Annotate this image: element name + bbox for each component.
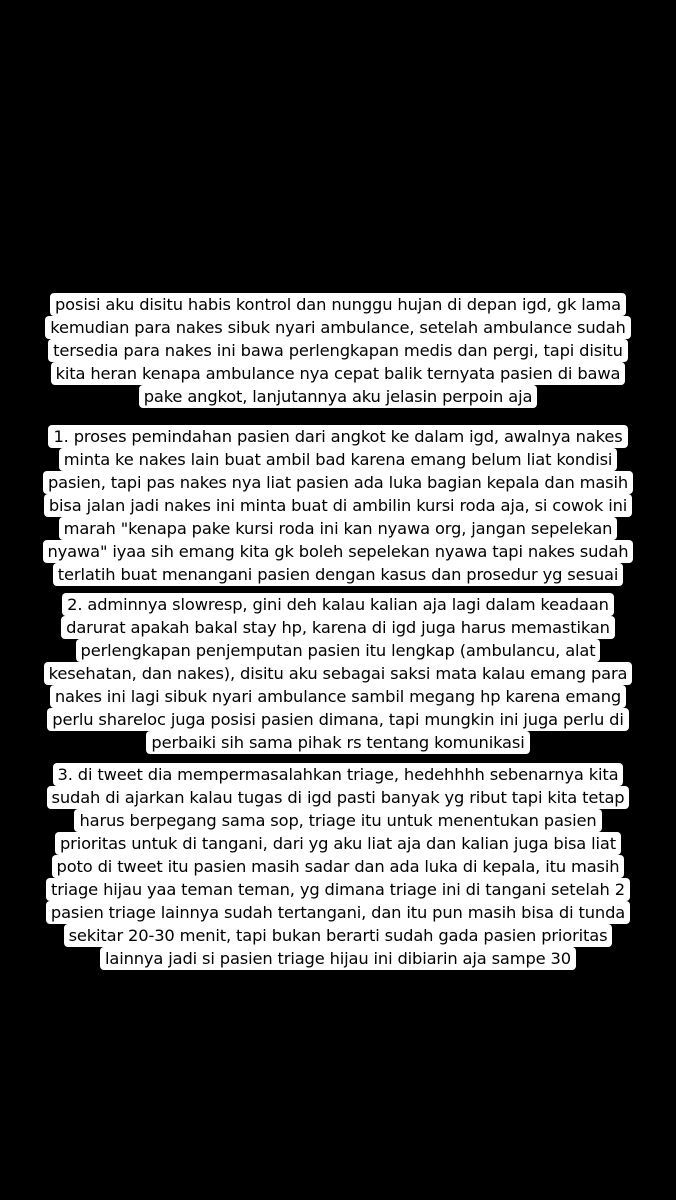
paragraph-line: pake angkot, lanjutannya aku jelasin perpoin aja bbox=[139, 385, 538, 408]
paragraph-line: nakes ini lagi sibuk nyari ambulance sambil megang hp karena emang bbox=[50, 685, 626, 708]
paragraph-line: 1. proses pemindahan pasien dari angkot ke dalam igd, awalnya nakes bbox=[48, 425, 627, 448]
paragraph-line: harus berpegang sama sop, triage itu untuk menentukan pasien bbox=[74, 809, 601, 832]
paragraph-line: nyawa" iyaa sih emang kita gk boleh sepelekan nyawa tapi nakes sudah bbox=[43, 540, 634, 563]
paragraph-line: lainnya jadi si pasien triage hijau ini dibiarin aja sampe 30 bbox=[100, 947, 576, 970]
paragraph-line: sekitar 20-30 menit, tapi bukan berarti sudah gada pasien prioritas bbox=[64, 924, 613, 947]
paragraph-line: prioritas untuk di tangani, dari yg aku liat aja dan kalian juga bisa liat bbox=[55, 832, 621, 855]
paragraph-line: perbaiki sih sama pihak rs tentang komunikasi bbox=[146, 731, 529, 754]
paragraph-line: terlatih buat menangani pasien dengan kasus dan prosedur yg sesuai bbox=[53, 563, 623, 586]
paragraph-line: perlengkapan penjemputan pasien itu lengkap (ambulancu, alat bbox=[76, 639, 601, 662]
paragraph-line: pasien triage lainnya sudah tertangani, dan itu pun masih bisa di tunda bbox=[46, 901, 630, 924]
paragraph-line: kemudian para nakes sibuk nyari ambulance, setelah ambulance sudah bbox=[45, 316, 630, 339]
paragraph-line: perlu shareloc juga posisi pasien dimana, tapi mungkin ini juga perlu di bbox=[47, 708, 628, 731]
paragraph-line: 3. di tweet dia mempermasalahkan triage, hedehhhh sebenarnya kita bbox=[53, 763, 624, 786]
paragraph-line: bisa jalan jadi nakes ini minta buat di ambilin kursi roda aja, si cowok ini bbox=[44, 494, 632, 517]
paragraph-line: triage hijau yaa teman teman, yg dimana triage ini di tangani setelah 2 bbox=[46, 878, 630, 901]
paragraph-line: pasien, tapi pas nakes nya liat pasien ada luka bagian kepala dan masih bbox=[43, 471, 633, 494]
paragraph-line: darurat apakah bakal stay hp, karena di igd juga harus memastikan bbox=[61, 616, 615, 639]
paragraph-line: 2. adminnya slowresp, gini deh kalau kalian aja lagi dalam keadaan bbox=[62, 593, 614, 616]
paragraph-point-3 bbox=[0, 763, 676, 970]
paragraph-intro bbox=[0, 293, 676, 408]
paragraph-line: kita heran kenapa ambulance nya cepat balik ternyata pasien di bawa bbox=[51, 362, 626, 385]
paragraph-line: poto di tweet itu pasien masih sadar dan ada luka di kepala, itu masih bbox=[52, 855, 625, 878]
paragraph-point-1 bbox=[0, 425, 676, 586]
paragraph-line: posisi aku disitu habis kontrol dan nunggu hujan di depan igd, gk lama bbox=[50, 293, 626, 316]
paragraph-line: tersedia para nakes ini bawa perlengkapan medis dan pergi, tapi disitu bbox=[48, 339, 628, 362]
paragraph-line: sudah di ajarkan kalau tugas di igd pasti banyak yg ribut tapi kita tetap bbox=[47, 786, 630, 809]
paragraph-line: kesehatan, dan nakes), disitu aku sebagai saksi mata kalau emang para bbox=[44, 662, 633, 685]
paragraph-line: minta ke nakes lain buat ambil bad karena emang belum liat kondisi bbox=[59, 448, 618, 471]
paragraph-point-2 bbox=[0, 593, 676, 754]
paragraph-line: marah "kenapa pake kursi roda ini kan nyawa org, jangan sepelekan bbox=[59, 517, 618, 540]
